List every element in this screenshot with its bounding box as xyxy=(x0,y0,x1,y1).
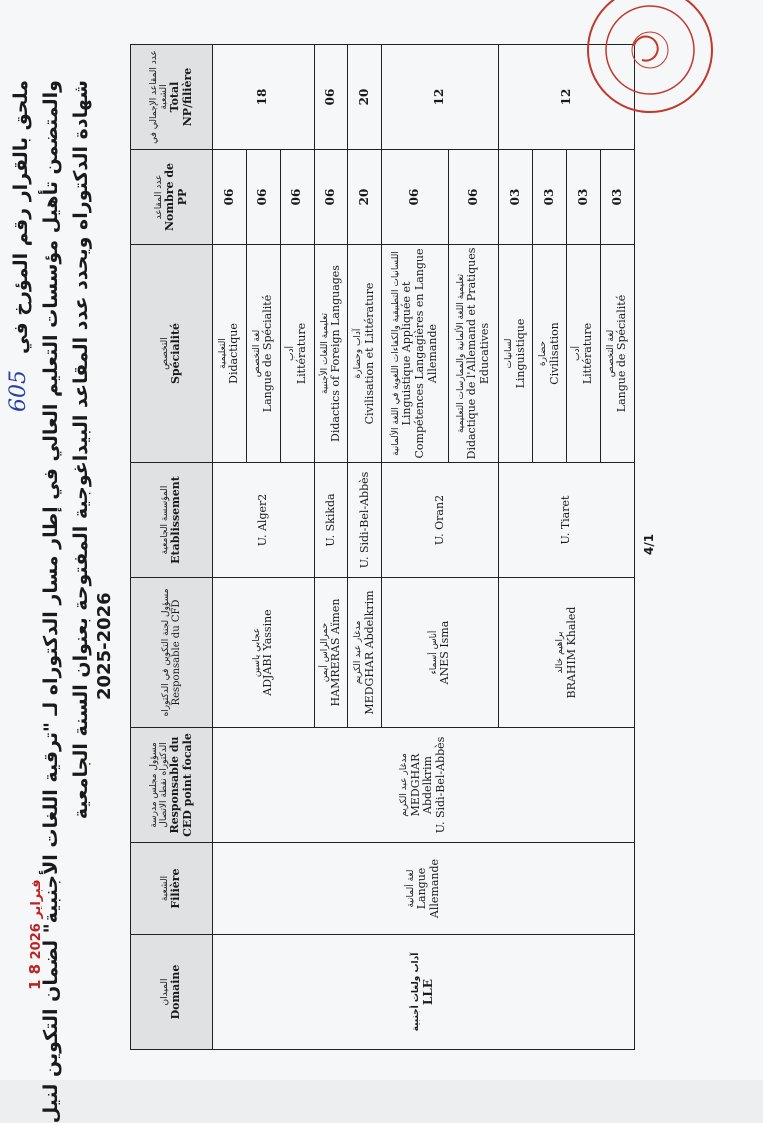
col-specialite-header xyxy=(131,245,213,463)
header-line-3: شهادة الدكتوراه ويحدد عدد المقاعد البيداغوجية المفتوحة بعنوان السنة الجامعية xyxy=(70,80,92,820)
cfd-cell xyxy=(382,578,499,728)
pp-cell: 03 xyxy=(601,150,635,245)
date-stamp-rest: 2026 فبراير xyxy=(29,879,44,960)
specialite-french: Didactique xyxy=(227,323,241,384)
cfd-name: BRAHIM Khaled xyxy=(564,606,578,699)
pp-cell: 06 xyxy=(314,150,348,245)
etablissement-cell: U. Oran2 xyxy=(382,463,499,578)
specialite-cell xyxy=(499,245,533,463)
total-cell: 12 xyxy=(382,45,499,150)
specialite-french: Linguistique xyxy=(513,318,527,389)
table-row xyxy=(213,45,247,1050)
col-ced-header xyxy=(131,728,213,843)
cfd-arabic-name: عجابي ياسين xyxy=(251,627,262,678)
official-stamp xyxy=(580,0,720,120)
header-line-1: ملحق بالقرار رقم المؤرخ في xyxy=(10,80,32,355)
header-arabic-label: مسؤول مجلس مدرسة الدكتوراه نقطة الاتصال xyxy=(148,742,169,828)
header-arabic-label: مسؤول لجنة التكوين في الدكتوراه xyxy=(160,588,171,717)
specialite-french: Littérature xyxy=(581,322,595,385)
domain-code: LLE xyxy=(420,978,435,1006)
cfd-cell xyxy=(499,578,635,728)
cfd-name: HAMRERAS Aïmen xyxy=(328,598,342,707)
specialite-french: Civilisation et Littérature xyxy=(362,282,376,425)
etablissement-cell: U. Skikda xyxy=(314,463,348,578)
filiere-cell xyxy=(213,843,635,935)
header-french-label-2: CED point focale xyxy=(180,733,194,837)
specialite-cell xyxy=(533,245,567,463)
handwritten-decree-number: 605 xyxy=(6,370,31,412)
specialite-arabic: لغة التخصص xyxy=(606,329,617,378)
ced-arabic-name: مدغار عبد الكريم xyxy=(399,753,410,817)
ced-name: MEDGHAR Abdelkrim xyxy=(408,753,435,817)
specialite-cell xyxy=(601,245,635,463)
specialite-arabic: تعليمية اللغات الأجنبية xyxy=(319,313,330,394)
specialite-french: Didactique de l'Allemand et Pratiques Educatives xyxy=(465,247,491,460)
specialite-cell xyxy=(213,245,247,463)
specialite-arabic: اللسانيات التطبيقية والكفاءات اللغوية في اللغة الألمانية xyxy=(391,251,402,456)
total-cell: 20 xyxy=(348,45,382,150)
header-french-label: Filière xyxy=(169,868,183,909)
header-arabic-label: الشعبة xyxy=(160,875,170,902)
etablissement-cell: U. Sidi-Bel-Abbès xyxy=(348,463,382,578)
col-domain-header xyxy=(131,935,213,1050)
pp-cell: 06 xyxy=(213,150,247,245)
pp-cell: 06 xyxy=(246,150,280,245)
academic-year: 2025-2026 xyxy=(94,592,115,700)
total-cell: 12 xyxy=(499,45,635,150)
total-cell: 18 xyxy=(213,45,315,150)
pp-cell: 03 xyxy=(567,150,601,245)
specialite-arabic: لغة التخصص xyxy=(251,329,262,378)
domain-cell xyxy=(213,935,635,1050)
specialite-cell xyxy=(382,245,449,463)
domain-arabic: آداب ولغات أجنبية xyxy=(411,952,422,1032)
cfd-name: MEDGHAR Abdelkrim xyxy=(362,590,376,715)
doctoral-seats-table xyxy=(130,44,635,1050)
header-arabic-label: عدد المقاعد الإجمالي في الشعبة xyxy=(148,50,169,144)
date-stamp-day: 1 8 xyxy=(26,963,44,990)
cfd-cell xyxy=(348,578,382,728)
pp-cell: 03 xyxy=(499,150,533,245)
pp-cell: 20 xyxy=(348,150,382,245)
ced-university: U. Sidi-Bel-Abbès xyxy=(433,736,447,834)
specialite-french: Langue de Spécialité xyxy=(261,294,275,413)
specialite-cell xyxy=(246,245,280,463)
col-filiere-header xyxy=(131,843,213,935)
date-stamp xyxy=(26,879,44,990)
specialite-arabic: لسانيات xyxy=(504,338,515,369)
filiere-arabic: لغة ألمانية xyxy=(405,869,416,908)
specialite-french: Littérature xyxy=(295,322,308,385)
cfd-arabic-name: براهيم خالد xyxy=(555,631,566,674)
specialite-french: Civilisation xyxy=(547,322,561,385)
specialite-cell xyxy=(567,245,601,463)
header-french-label: Responsable du xyxy=(168,736,182,834)
cfd-arabic-name: أناس أسماء xyxy=(428,630,439,675)
specialite-arabic: حضارة xyxy=(538,340,549,367)
cfd-name: ADJABI Yassine xyxy=(261,609,275,696)
specialite-arabic: آداب وحضارة xyxy=(353,328,364,379)
cfd-arabic-name: مدغار عبد الكريم xyxy=(353,620,364,685)
header-arabic-label: عدد المقاعد xyxy=(153,174,164,220)
header-french-label-2: NP/filière xyxy=(180,67,194,127)
pp-cell: 06 xyxy=(449,150,499,245)
specialite-cell xyxy=(280,245,314,463)
header-french-label-2: Responsable du CFD xyxy=(170,599,182,706)
header-french-label-2: PP xyxy=(175,188,189,206)
header-line-2: والمتضمن تأهيل مؤسسات التعليم العالي في إطار مسار الدكتوراه لـ "ترقية اللغات الأجنبية" لضمان التكوين لنيل xyxy=(40,80,62,1123)
filiere-french: Langue Allemande xyxy=(415,858,441,919)
cfd-arabic-name: حمرالراس أيمن xyxy=(319,622,330,683)
pp-cell: 06 xyxy=(382,150,449,245)
header-arabic-label: التخصص xyxy=(160,337,170,370)
col-pp-header xyxy=(131,150,213,245)
specialite-french: Linguistique Appliquée et Compétences Langagières en Langue Allemande xyxy=(400,248,439,459)
specialite-french: Langue de Spécialité xyxy=(615,294,629,413)
specialite-arabic: أدب xyxy=(285,346,296,361)
specialite-cell xyxy=(449,245,499,463)
pp-cell: 03 xyxy=(533,150,567,245)
specialite-arabic: تعليمية اللغة الألمانية والممارسات التعليمية xyxy=(455,273,466,434)
ced-cell xyxy=(213,728,635,843)
total-cell: 06 xyxy=(314,45,348,150)
page-number: 4/1 xyxy=(642,533,656,555)
specialite-arabic: أدب xyxy=(572,346,583,361)
header-arabic-label: الميدان xyxy=(160,978,170,1006)
specialite-cell xyxy=(348,245,382,463)
header-french-label: Domaine xyxy=(169,964,183,1020)
cfd-name: ANES Isma xyxy=(438,620,452,685)
specialite-arabic: التعليمية xyxy=(217,338,228,369)
etablissement-cell: U. Tiaret xyxy=(499,463,635,578)
table-header-row xyxy=(131,45,213,1050)
col-cfd-header xyxy=(131,578,213,728)
col-total-header xyxy=(131,45,213,150)
header-french-label: Etablissement xyxy=(169,476,183,564)
etablissement-cell: U. Alger2 xyxy=(213,463,315,578)
header-french-label: Total xyxy=(168,81,182,113)
header-arabic-label: المؤسسة الجامعية xyxy=(160,485,170,555)
specialite-french: Didactics of Foreign Languages xyxy=(328,265,342,442)
specialite-cell xyxy=(314,245,348,463)
cfd-cell xyxy=(213,578,315,728)
cfd-cell xyxy=(314,578,348,728)
header-french-label: Spécialité xyxy=(169,322,183,385)
pp-cell: 06 xyxy=(280,150,314,245)
col-etab-header xyxy=(131,463,213,578)
header-french-label: Nombre de xyxy=(163,162,177,232)
